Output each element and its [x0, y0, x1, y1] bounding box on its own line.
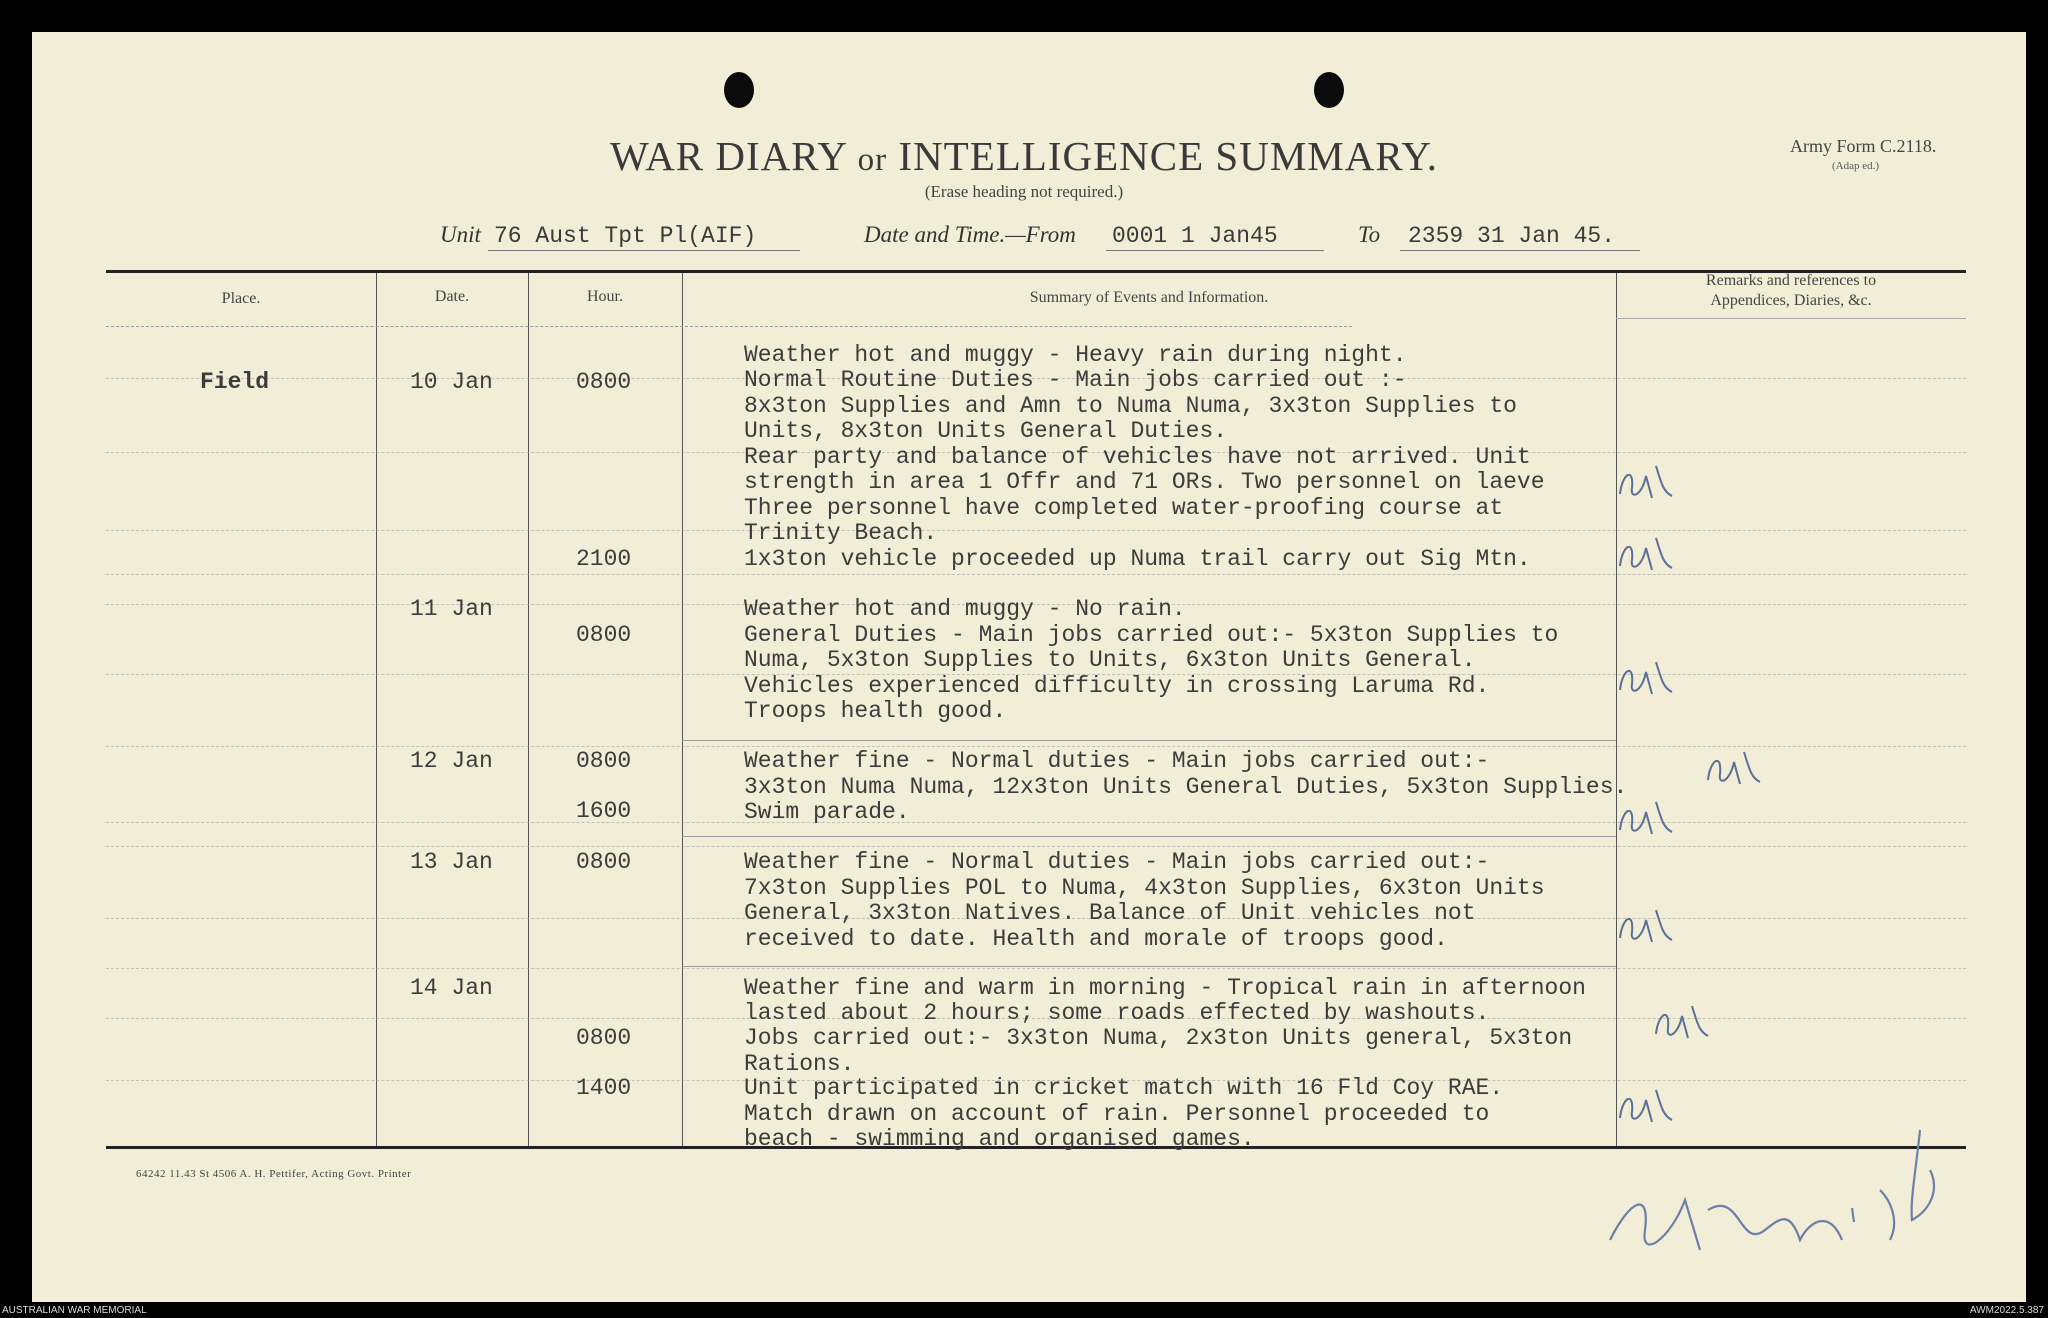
place-cell: Field — [200, 369, 270, 395]
col-head-remarks-2: Appendices, Diaries, &c. — [1710, 292, 1872, 309]
hour-cell: 0800 — [576, 748, 632, 774]
summary-line: Weather fine - Normal duties - Main jobs carried out:- — [744, 748, 1490, 774]
to-value: 2359 31 Jan 45. — [1408, 223, 1616, 249]
pencil-initials-mark — [1612, 792, 1682, 842]
summary-line: strength in area 1 Offr and 71 ORs. Two personnel on laeve — [744, 469, 1545, 495]
summary-line: Three personnel have completed water-proofing course at — [744, 495, 1504, 521]
date-cell: 10 Jan — [410, 369, 493, 395]
summary-line: Rear party and balance of vehicles have not arrived. Unit — [744, 444, 1531, 470]
pencil-initials-mark — [1612, 652, 1682, 702]
col-head-summary: Summary of Events and Information. — [1029, 289, 1269, 306]
army-form-number: Army Form C.2118. — [1790, 136, 1937, 156]
summary-line: Unit participated in cricket match with 16 Fld Coy RAE. — [744, 1075, 1504, 1101]
summary-line: General Duties - Main jobs carried out:- 5x3ton Supplies to — [744, 622, 1559, 648]
summary-line: Numa, 5x3ton Supplies to Units, 6x3ton Units General. — [744, 647, 1476, 673]
hour-cell: 0800 — [576, 849, 632, 875]
pencil-initials-mark — [1612, 456, 1682, 506]
hour-cell: 2100 — [576, 546, 632, 572]
date-cell: 13 Jan — [410, 849, 493, 875]
date-cell: 14 Jan — [410, 975, 493, 1001]
pencil-initials-mark — [1612, 900, 1682, 950]
summary-line: Trinity Beach. — [744, 520, 938, 546]
pencil-initials-mark — [1700, 742, 1770, 792]
footer-right: AWM2022.5.387 — [1969, 1305, 2044, 1316]
hour-cell: 0800 — [576, 369, 632, 395]
col-head-date: Date. — [434, 288, 470, 305]
summary-line: Weather hot and muggy - No rain. — [744, 596, 1186, 622]
army-form-note: (Adap ed.) — [1832, 160, 1880, 172]
summary-line: General, 3x3ton Natives. Balance of Unit vehicles not — [744, 900, 1476, 926]
hour-cell: 1400 — [576, 1075, 632, 1101]
summary-line: 3x3ton Numa Numa, 12x3ton Units General Duties, 5x3ton Supplies. — [744, 774, 1628, 800]
summary-line: Weather fine and warm in morning - Tropical rain in afternoon — [744, 975, 1586, 1001]
punch-hole-right — [1314, 72, 1344, 108]
summary-line: Troops health good. — [744, 698, 1007, 724]
summary-line: Units, 8x3ton Units General Duties. — [744, 418, 1228, 444]
date-cell: 11 Jan — [410, 596, 493, 622]
summary-line: Vehicles experienced difficulty in crossing Laruma Rd. — [744, 673, 1490, 699]
summary-line: 8x3ton Supplies and Amn to Numa Numa, 3x3ton Supplies to — [744, 393, 1517, 419]
unit-value: 76 Aust Tpt Pl(AIF) — [494, 223, 757, 249]
summary-line: 1x3ton vehicle proceeded up Numa trail carry out Sig Mtn. — [744, 546, 1531, 572]
to-label: To — [1358, 222, 1381, 247]
summary-line: Weather fine - Normal duties - Main jobs carried out:- — [744, 849, 1490, 875]
summary-line: Match drawn on account of rain. Personnel proceeded to — [744, 1101, 1490, 1127]
footer-left: AUSTRALIAN WAR MEMORIAL — [2, 1305, 147, 1316]
col-head-remarks-1: Remarks and references to — [1705, 272, 1877, 289]
pencil-initials-mark — [1648, 996, 1718, 1046]
hour-cell: 0800 — [576, 622, 632, 648]
summary-line: Rations. — [744, 1051, 855, 1077]
hour-cell: 0800 — [576, 1025, 632, 1051]
hour-cell: 1600 — [576, 798, 632, 824]
summary-line: beach - swimming and organised games. — [744, 1126, 1255, 1152]
summary-line: 7x3ton Supplies POL to Numa, 4x3ton Supplies, 6x3ton Units — [744, 875, 1545, 901]
summary-line: Jobs carried out:- 3x3ton Numa, 2x3ton Units general, 5x3ton — [744, 1025, 1573, 1051]
date-time-label: Date and Time.—From — [864, 222, 1076, 247]
col-head-hour: Hour. — [587, 288, 623, 305]
from-value: 0001 1 Jan45 — [1112, 223, 1278, 249]
date-cell: 12 Jan — [410, 748, 493, 774]
punch-hole-left — [724, 72, 754, 108]
form-title: WAR DIARY or INTELLIGENCE SUMMARY. — [610, 133, 1438, 179]
summary-line: Swim parade. — [744, 799, 910, 825]
summary-line: received to date. Health and morale of troops good. — [744, 926, 1448, 952]
summary-line: Normal Routine Duties - Main jobs carried out :- — [744, 367, 1407, 393]
summary-line: Weather hot and muggy - Heavy rain during night. — [744, 342, 1407, 368]
erase-note: (Erase heading not required.) — [924, 182, 1124, 201]
printer-imprint: 64242 11.43 St 4506 A. H. Pettifer, Acting Govt. Printer — [136, 1168, 412, 1180]
pencil-signature — [1590, 1090, 1950, 1270]
col-head-place: Place. — [221, 290, 261, 307]
summary-line: lasted about 2 hours; some roads effected by washouts. — [744, 1000, 1490, 1026]
unit-label: Unit — [440, 222, 481, 247]
pencil-initials-mark — [1612, 528, 1682, 578]
